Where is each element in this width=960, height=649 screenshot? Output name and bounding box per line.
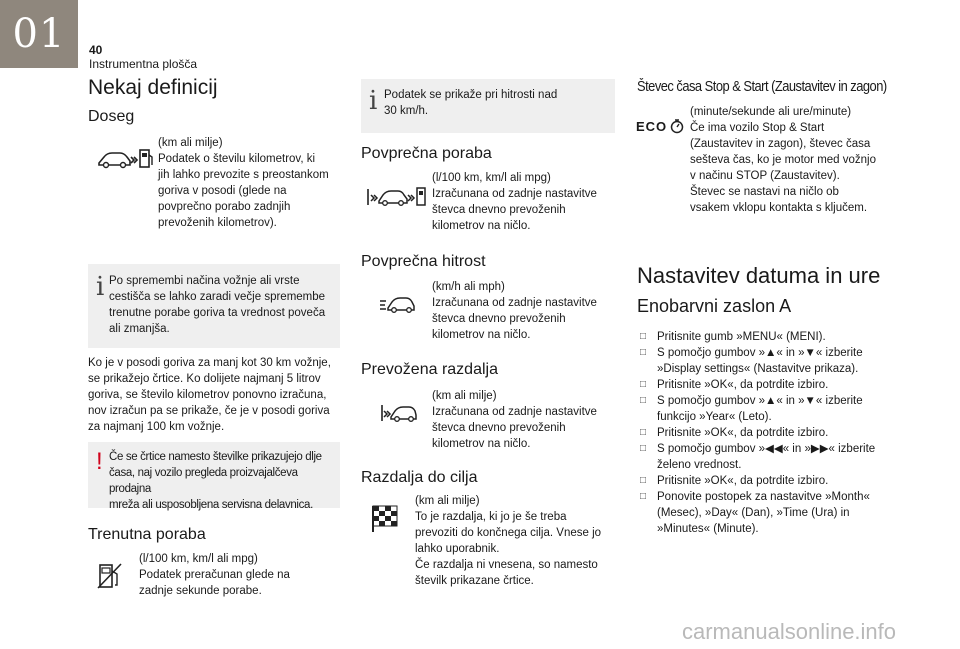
checkbox-bullet-icon: □ bbox=[640, 443, 647, 454]
section-title-definitions: Nekaj definicij bbox=[88, 76, 218, 99]
page-number: 40 bbox=[89, 43, 103, 57]
hitrost-text: (km/h ali mph) Izračunana od zadnje nastavitve števca dnevno prevoženih kilometrov na ničlo. bbox=[432, 281, 597, 341]
info-box-range: i Po spremembi načina vožnje ali vrste cestišča se lahko zaradi večje spremembe trenutne porabe goriva ta vrednost poveča ali zmanjša. bbox=[88, 264, 340, 348]
step-item: □ Pritisnite gumb »MENU« (MENI). bbox=[640, 331, 826, 343]
info-icon: i bbox=[96, 272, 105, 302]
step-item: □ S pomočjo gumbov »▲« in »▼« izberite »Display settings« (Nastavitve prikaza). bbox=[640, 347, 863, 375]
trenutna-text: (l/100 km, km/l ali mpg) Podatek preračunan glede na zadnje sekunde porabe. bbox=[139, 553, 290, 597]
heading-stop-start-timer: Števec časa Stop & Start (Zaustavitev in zagon) bbox=[637, 78, 887, 95]
info-box-speed: i Podatek se prikaže pri hitrosti nad 30 km/h. bbox=[361, 79, 615, 133]
checkbox-bullet-icon: □ bbox=[640, 475, 647, 486]
step-item: □ Pritisnite »OK«, da potrdite izbiro. bbox=[640, 427, 829, 439]
fuel-consumption-icon bbox=[97, 562, 123, 590]
chapter-tab bbox=[0, 0, 78, 68]
checkbox-bullet-icon: □ bbox=[640, 331, 647, 342]
doseg-text: (km ali milje) Podatek o številu kilometrov, ki jih lahko prevozite s preostankom goriva v posodi (glede na povprečno porabo zadnjih prevoženih kilometrov). bbox=[158, 137, 329, 229]
info-icon: i bbox=[369, 86, 378, 116]
step-item: □ Pritisnite »OK«, da potrdite izbiro. bbox=[640, 379, 829, 391]
checkbox-bullet-icon: □ bbox=[640, 491, 647, 502]
checkbox-bullet-icon: □ bbox=[640, 379, 647, 390]
range-fuel-icon bbox=[96, 147, 156, 171]
steps-list bbox=[640, 329, 940, 537]
stopwatch-icon bbox=[669, 118, 685, 134]
cilj-text: (km ali milje) To je razdalja, ki jo je še treba prevoziti do končnega cilja. Vnese jo lahko uporabnik. Če razdalja ni vnesena, so namesto številk prikazane črtice. bbox=[415, 495, 602, 587]
heading-prevozena-razdalja: Prevožena razdalja bbox=[361, 361, 498, 378]
heading-trenutna-poraba: Trenutna poraba bbox=[88, 526, 206, 543]
poraba-text: (l/100 km, km/l ali mpg) Izračunana od zadnje nastavitve števca dnevno prevoženih kilometrov na ničlo. bbox=[432, 172, 597, 232]
step-item: □ S pomočjo gumbov »▲« in »▼« izberite funkcijo »Year« (Leto). bbox=[640, 395, 863, 423]
heading-povprecna-hitrost: Povprečna hitrost bbox=[361, 253, 486, 270]
checkbox-bullet-icon: □ bbox=[640, 347, 647, 358]
step-item: □ Ponovite postopek za nastavitve »Month« (Mesec), »Day« (Dan), »Time (Ura) in »Minutes« (Minute). bbox=[640, 491, 870, 535]
checkered-flag-icon bbox=[371, 503, 399, 533]
eco-label: ECO bbox=[636, 118, 668, 134]
heading-doseg: Doseg bbox=[88, 108, 135, 125]
stop-start-text: (minute/sekunde ali ure/minute) Če ima vozilo Stop & Start (Zaustavitev in zagon), števec časa sešteva čas, ko je motor med vožnjo v načinu STOP (Zaustavitev). Števec se nastavi na ničlo ob vsakem vklopu kontakta s ključem. bbox=[690, 106, 876, 214]
trip-distance-icon bbox=[381, 401, 417, 425]
warning-box: ! Če se črtice namesto številke prikazujejo dlje časa, naj vozilo pregleda proizvajalčeva prodajna mreža ali usposobljena servisna delavnica. bbox=[88, 442, 340, 508]
step-item: □ Pritisnite »OK«, da potrdite izbiro. bbox=[640, 475, 829, 487]
chapter-title: Instrumentna plošča bbox=[89, 57, 198, 71]
subtitle-monochrome-screen: Enobarvni zaslon A bbox=[637, 296, 792, 316]
chapter-number: 01 bbox=[12, 11, 66, 57]
checkbox-bullet-icon: □ bbox=[640, 427, 647, 438]
step-item: □ S pomočjo gumbov »◀◀« in »▶▶« izberite želeno vrednost. bbox=[640, 443, 876, 471]
eco-stop-start-icon bbox=[636, 118, 685, 134]
watermark: carmanualsonline.info bbox=[682, 619, 897, 644]
range-paragraph: Ko je v posodi goriva za manj kot 30 km vožnje, se prikažejo črtice. Ko dolijete najmanj 5 litrov goriva, se število kilometrov ponovno izračuna, nov izračun pa se prikaže, če je v posodi goriva za najmanj 100 km vožnje. bbox=[88, 357, 331, 433]
average-speed-icon bbox=[379, 293, 415, 315]
heading-razdalja-do-cilja: Razdalja do cilja bbox=[361, 469, 478, 486]
razdalja-text: (km ali milje) Izračunana od zadnje nastavitve števca dnevno prevoženih kilometrov na ničlo. bbox=[432, 390, 597, 450]
average-consumption-icon bbox=[367, 185, 429, 209]
section-title-date-time: Nastavitev datuma in ure bbox=[637, 263, 881, 288]
warning-icon: ! bbox=[96, 448, 103, 475]
checkbox-bullet-icon: □ bbox=[640, 395, 647, 406]
heading-povprecna-poraba: Povprečna poraba bbox=[361, 145, 492, 162]
